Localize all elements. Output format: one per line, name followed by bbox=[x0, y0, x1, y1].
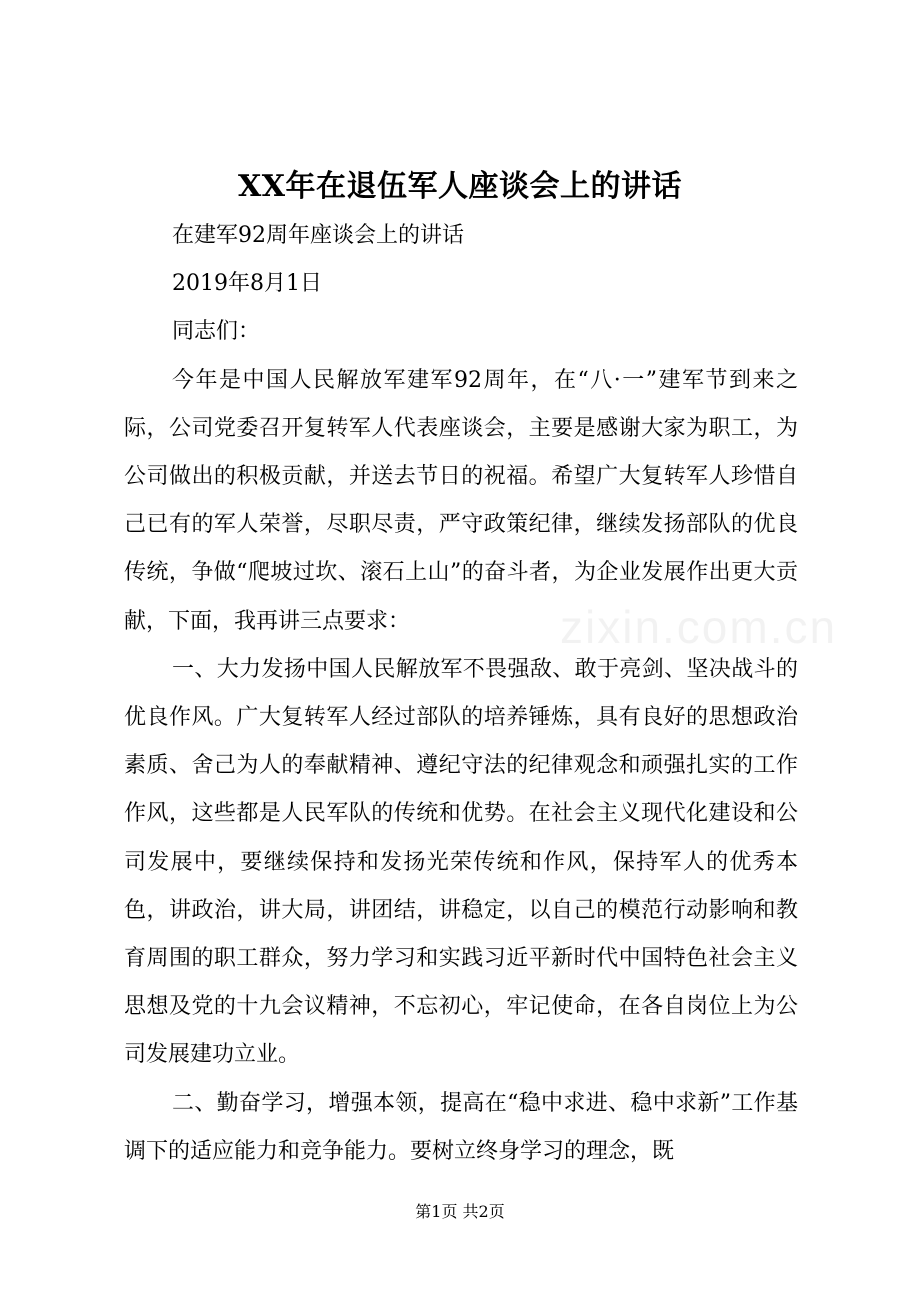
paragraph-point-two: 二、勤奋学习，增强本领，提高在“稳中求进、稳中求新”工作基调下的适应能力和竞争能力。要树立终身学习的理念，既 bbox=[124, 1090, 798, 1164]
paragraph-point-one: 一、大力发扬中国人民解放军不畏强敌、敢于亮剑、坚决战斗的优良作风。广大复转军人经过部队的培养锤炼，具有良好的思想政治素质、舍己为人的奉献精神、遵纪守法的纪律观念和顽强扎实的工作作风，这些都是人民军队的传统和优势。在社会主义现代化建设和公司发展中，要继续保持和发扬光荣传统和作风，保持军人的优秀本色，讲政治，讲大局，讲团结，讲稳定，以自己的模范行动影响和教育周围的职工群众，努力学习和实践习近平新时代中国特色社会主义思想及党的十九会议精神，不忘初心，牢记使命，在各自岗位上为公司发展建功立业。 bbox=[124, 656, 798, 1068]
watermark: zixin.com.cn bbox=[560, 601, 838, 653]
salutation-line: 同志们： bbox=[172, 319, 261, 345]
page-footer: 第1页 共2页 bbox=[415, 1202, 505, 1221]
document-title: XX年在退伍军人座谈会上的讲话 bbox=[237, 169, 683, 204]
subtitle-line: 在建军92周年座谈会上的讲话 bbox=[172, 223, 464, 248]
document-body bbox=[124, 212, 798, 1176]
paragraph-intro: 今年是中国人民解放军建军92周年，在“八·一”建军节到来之际，公司党委召开复转军人代表座谈会，主要是感谢大家为职工，为公司做出的积极贡献，并送去节日的祝福。希望广大复转军人珍惜自己已有的军人荣誉，尽职尽责，严守政策纪律，继续发扬部队的优良传统，争做“爬坡过坎、滚石上山”的奋斗者，为企业发展作出更大贡献，下面，我再讲三点要求： bbox=[124, 367, 798, 634]
date-line: 2019年8月1日 bbox=[172, 271, 322, 297]
